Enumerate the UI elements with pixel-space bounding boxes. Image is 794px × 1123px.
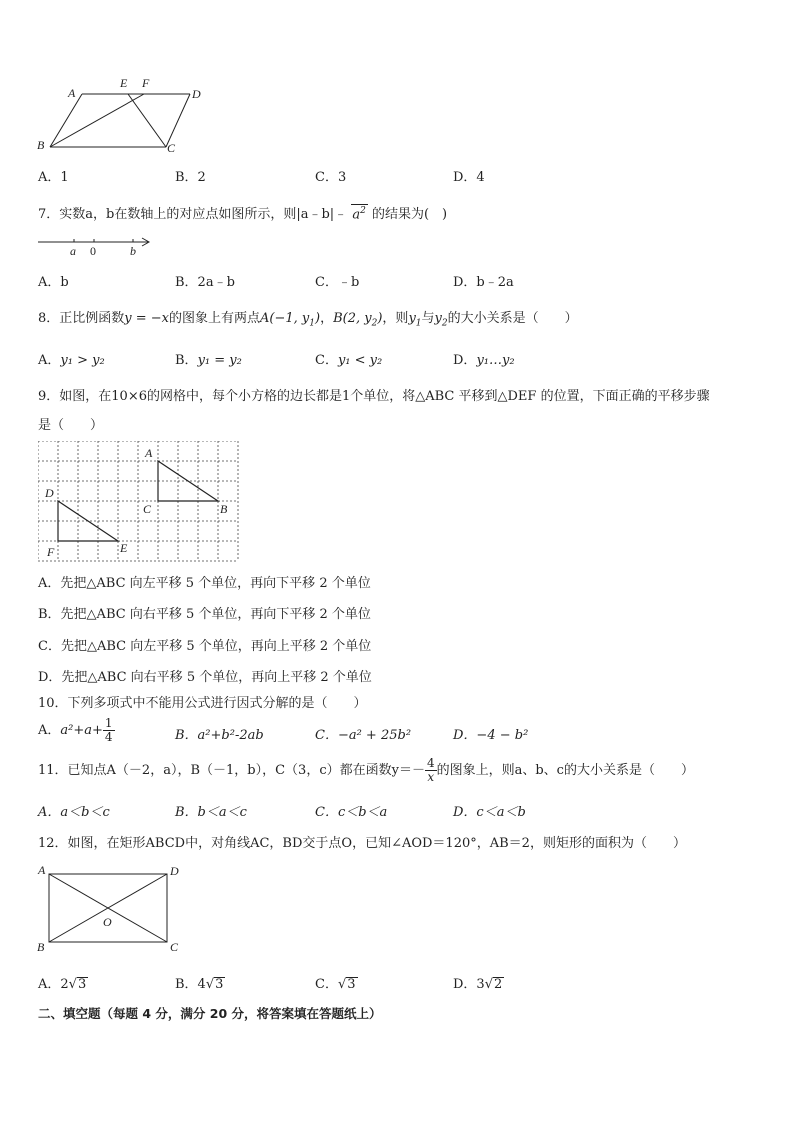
q7-sqrt: $a^2$ <box>352 205 366 222</box>
rectangle-figure <box>34 860 194 956</box>
q8-point-b: B(2, $y_2$) <box>333 311 383 329</box>
q11-option-b: B．b＜a＜c <box>175 805 247 820</box>
q7-text-a: 7．实数a，b在数轴上的对应点如图所示，则|a﹣b|﹣ <box>38 207 348 222</box>
grid-label-A: A <box>145 446 153 460</box>
q7-option-a: A．b <box>38 275 69 290</box>
section-heading: 二、填空题（每题 4 分，满分 20 分，将答案填在答题纸上） <box>38 1006 382 1021</box>
q6-option-a: A．1 <box>38 170 69 185</box>
q8-point-a: A(−1, $y_1$) <box>260 311 321 329</box>
q8-function: y = −x <box>124 311 170 326</box>
q7-option-d: D．b﹣2a <box>453 275 514 290</box>
q10-option-d: D．−4 − b² <box>453 728 529 743</box>
grid-label-B: B <box>220 502 228 516</box>
rect-label-B: B <box>37 940 45 954</box>
q10-fraction: $\frac{1}{4}$ <box>104 716 113 744</box>
q8-option-b: B．y₁ = y₂ <box>175 353 242 368</box>
grid-figure <box>38 441 240 563</box>
rect-label-C: C <box>170 940 179 954</box>
label-A: A <box>68 86 76 100</box>
q12-option-d: D．3√2 <box>453 977 503 992</box>
q11-option-c: C．c＜b＜a <box>315 805 388 820</box>
q8-option-a: A．y₁ > y₂ <box>38 353 105 368</box>
q7-option-c: C．﹣b <box>315 275 360 290</box>
axis-label-a: a <box>70 244 76 258</box>
q6-option-c: C．3 <box>315 170 347 185</box>
label-D: D <box>192 87 201 101</box>
q11-stem: 11．已知点A（－2，a），B（－1，b），C（3，c）都在函数y＝－ $\frac{4}{x}$ 的图象上，则a、b、c的大小关系是（ ） <box>38 756 694 784</box>
label-F: F <box>142 76 150 90</box>
q10-stem: 10．下列多项式中不能用公式进行因式分解的是（ ） <box>38 696 367 711</box>
q8-option-c: C．y₁ < y₂ <box>315 353 383 368</box>
q12-stem: 12．如图，在矩形ABCD中，对角线AC，BD交于点O，已知∠AOD＝120°，AB＝2，则矩形的面积为（ ） <box>38 836 686 851</box>
rect-label-D: D <box>170 864 179 878</box>
q7-stem <box>38 203 447 222</box>
grid-label-F: F <box>47 545 55 559</box>
q12-option-b: B．4√3 <box>175 977 224 992</box>
q7-option-b: B．2a﹣b <box>175 275 235 290</box>
q10-option-a: A．a²+a+ $\frac{1}{4}$ <box>38 716 113 744</box>
q6-option-b: B．2 <box>175 170 206 185</box>
q11-fraction: $\frac{4}{x}$ <box>426 756 435 784</box>
q9-option-b: B．先把△ABC 向右平移 5 个单位，再向下平移 2 个单位 <box>38 607 371 622</box>
label-B: B <box>37 138 45 152</box>
q9-stem-line2: 是（ ） <box>38 418 104 433</box>
q8-stem: 8．正比例函数y = −x的图象上有两点A(−1, $y_1$)，B(2, $y_2$)，则$y_1$与$y_2$的大小关系是（ ） <box>38 311 578 329</box>
grid-label-D: D <box>45 486 54 500</box>
rect-label-A: A <box>38 863 46 877</box>
q11-option-a: A．a＜b＜c <box>38 805 110 820</box>
q12-option-a: A．2√3 <box>38 977 87 992</box>
q9-option-a: A．先把△ABC 向左平移 5 个单位，再向下平移 2 个单位 <box>38 576 371 591</box>
q9-stem-line1: 9．如图，在10×6的网格中，每个小方格的边长都是1个单位，将△ABC 平移到△DEF 的位置，下面正确的平移步骤 <box>38 389 710 404</box>
axis-label-0: 0 <box>90 244 96 258</box>
rect-label-O: O <box>103 915 112 929</box>
axis-label-b: b <box>130 244 136 258</box>
q12-option-c: C．√3 <box>315 977 356 992</box>
label-E: E <box>120 76 128 90</box>
q9-option-c: C．先把△ABC 向左平移 5 个单位，再向上平移 2 个单位 <box>38 639 372 654</box>
q9-option-d: D．先把△ABC 向右平移 5 个单位，再向上平移 2 个单位 <box>38 670 372 685</box>
q7-text-b: 的结果为( ) <box>371 207 448 222</box>
grid-label-C: C <box>143 502 152 516</box>
q10-option-b: B．a²+b²-2ab <box>175 728 264 743</box>
q11-option-d: D．c＜a＜b <box>453 805 526 820</box>
number-line <box>36 234 156 260</box>
label-C: C <box>167 141 176 155</box>
q8-option-d: D．y₁…y₂ <box>453 353 515 368</box>
q6-option-d: D．4 <box>453 170 485 185</box>
q10-option-c: C．−a² + 25b² <box>315 728 412 743</box>
grid-label-E: E <box>120 541 128 555</box>
parallelogram-figure <box>34 76 214 156</box>
